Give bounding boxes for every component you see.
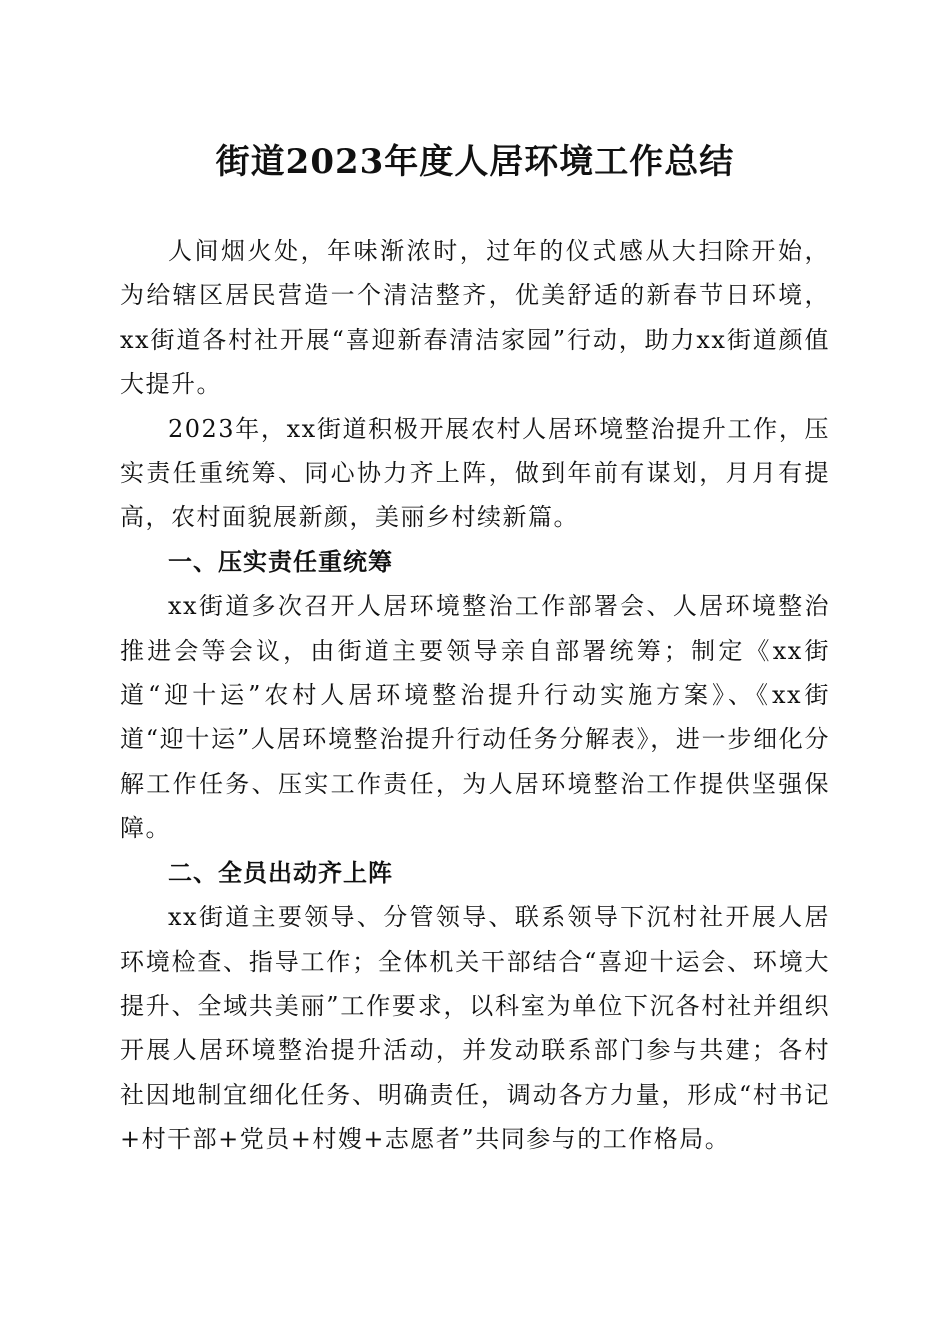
section-heading-1: 一、压实责任重统筹 (168, 547, 393, 576)
document-title: 街道2023年度人居环境工作总结 (215, 142, 735, 182)
section-body-2: xx街道主要领导、分管领导、联系领导下沉村社开展人居环境检查、指导工作；全体机关干部结合“喜迎十运会、环境大提升、全域共美丽”工作要求，以科室为单位下沉各村社并组织开展人居环境整治提升活动，并发动联系部门参与共建；各村社因地制宜细化任务、明确责任，调动各方力量，形成“村书记+村干部+党员+村嫂+志愿者”共同参与的工作格局。 (120, 903, 830, 1154)
intro-paragraph-2: 2023年，xx街道积极开展农村人居环境整治提升工作，压实责任重统筹、同心协力齐上阵，做到年前有谋划，月月有提高，农村面貌展新颜，美丽乡村续新篇。 (120, 414, 830, 532)
intro-paragraph-1: 人间烟火处，年味渐浓时，过年的仪式感从大扫除开始，为给辖区居民营造一个清洁整齐，优美舒适的新春节日环境，xx街道各村社开展“喜迎新春清洁家园”行动，助力xx街道颜值大提升。 (120, 237, 830, 399)
section-heading-2: 二、全员出动齐上阵 (168, 858, 393, 887)
section-body-1: xx街道多次召开人居环境整治工作部署会、人居环境整治推进会等会议，由街道主要领导亲自部署统筹；制定《xx街道“迎十运”农村人居环境整治提升行动实施方案》、《xx街道“迎十运”人居环境整治提升行动任务分解表》，进一步细化分解工作任务、压实工作责任，为人居环境整治工作提供坚强保障。 (120, 592, 830, 843)
document-body (120, 229, 830, 1162)
